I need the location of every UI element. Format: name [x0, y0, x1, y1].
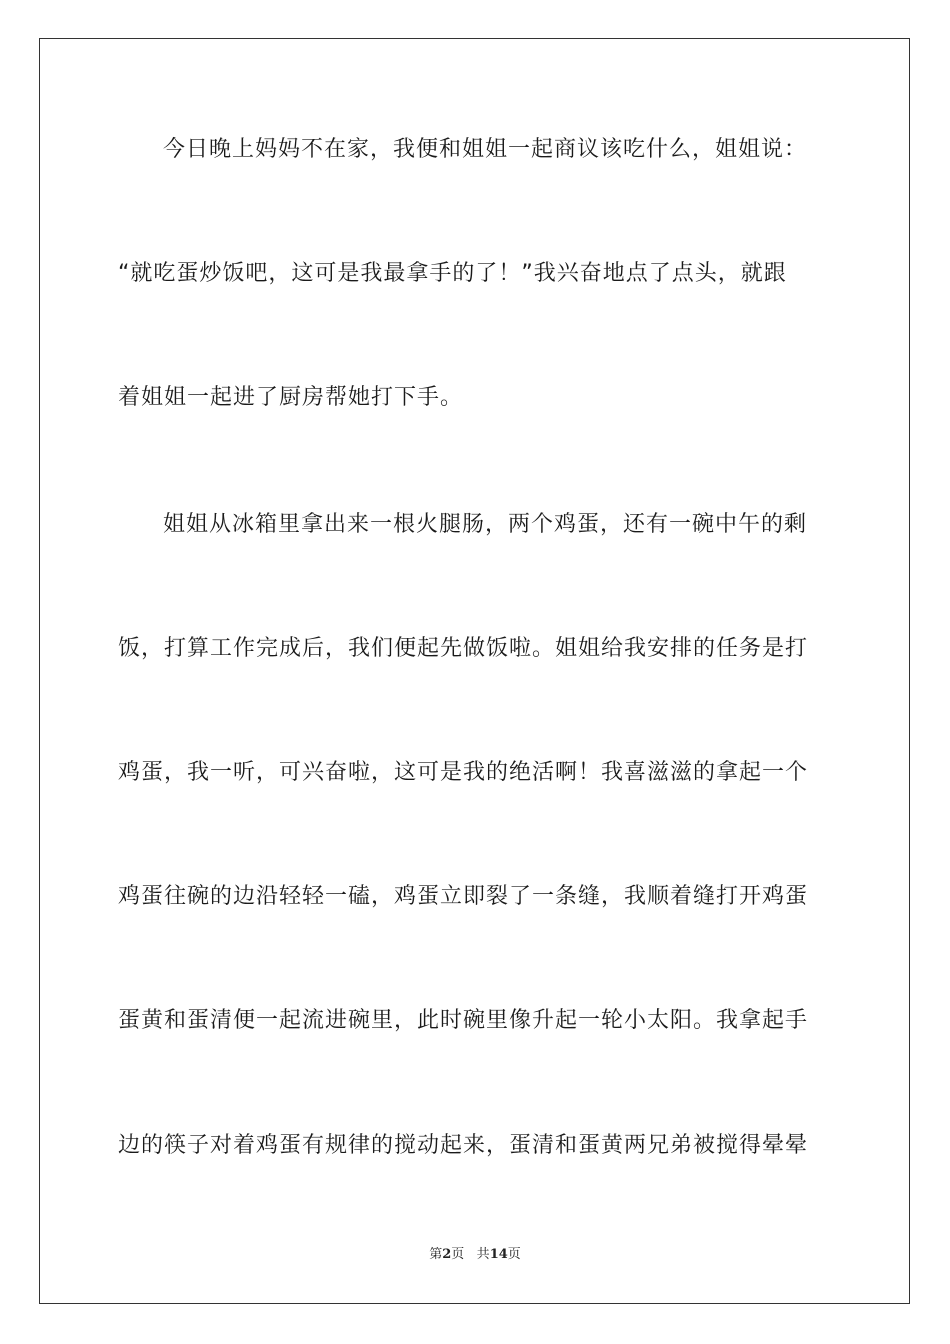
- page-border: [39, 38, 910, 1304]
- page-number: 2: [442, 1247, 452, 1262]
- page-footer: [0, 1246, 950, 1264]
- page-number-suffix: 页: [451, 1247, 465, 1262]
- paragraph-line: 鸡蛋往碗的边沿轻轻一磕，鸡蛋立即裂了一条缝，我顺着缝打开鸡蛋: [118, 884, 809, 909]
- paragraph-line: 边的筷子对着鸡蛋有规律的搅动起来，蛋清和蛋黄两兄弟被搅得晕晕: [118, 1133, 809, 1158]
- total-pages-suffix: 页: [507, 1247, 521, 1262]
- page-number-prefix: 第: [429, 1247, 443, 1262]
- paragraph-line: 饭，打算工作完成后，我们便起先做饭啦。姐姐给我安排的任务是打: [118, 636, 809, 661]
- total-pages: 14: [489, 1247, 508, 1262]
- paragraph-line: 今日晚上妈妈不在家，我便和姐姐一起商议该吃什么，姐姐说：: [163, 137, 808, 162]
- paragraph-line: 姐姐从冰箱里拿出来一根火腿肠，两个鸡蛋，还有一碗中午的剩: [163, 512, 808, 537]
- paragraph-line: 着姐姐一起进了厨房帮她打下手。: [118, 385, 464, 410]
- paragraph-line: “就吃蛋炒饭吧，这可是我最拿手的了！”我兴奋地点了点头，就跟: [118, 261, 787, 286]
- paragraph-line: 蛋黄和蛋清便一起流进碗里，此时碗里像升起一轮小太阳。我拿起手: [118, 1008, 809, 1033]
- total-pages-prefix: 共: [476, 1247, 490, 1262]
- paragraph-line: 鸡蛋，我一听，可兴奋啦，这可是我的绝活啊！我喜滋滋的拿起一个: [118, 760, 809, 785]
